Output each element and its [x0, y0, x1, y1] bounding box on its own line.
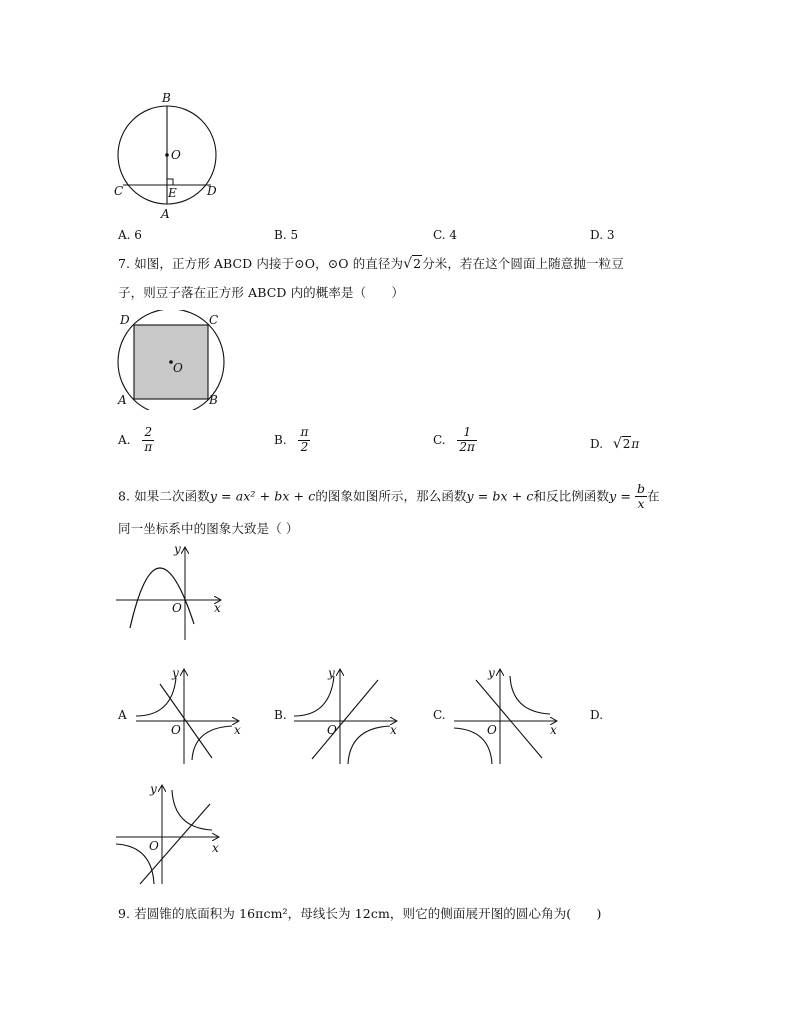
origin-label: O: [487, 723, 497, 737]
q8-option-b-label: B.: [274, 708, 287, 722]
label-D: D: [207, 184, 217, 198]
label-B: B: [162, 91, 171, 105]
label-A: A: [161, 207, 170, 221]
q8-line2: 同一坐标系中的图象大致是（ ）: [118, 521, 299, 536]
q9-text: 9. 若圆锥的底面积为 16πcm²，母线长为 12cm，则它的侧面展开图的圆心角为( ): [118, 906, 602, 921]
parabola-graph: [112, 540, 232, 645]
origin-label: O: [327, 723, 337, 737]
label-B: B: [209, 393, 218, 407]
q6-option-a: A. 6: [118, 228, 142, 242]
q7-line1: 7. 如图，正方形 ABCD 内接于⊙O，⊙O 的直径为√2分米，若在这个圆面上随意抛一粒豆: [118, 256, 624, 272]
axis-y-label: y: [488, 666, 495, 680]
q8-option-d-label: D.: [590, 708, 604, 722]
axis-y-label: y: [150, 782, 157, 796]
origin-label: O: [149, 839, 159, 853]
label-C: C: [114, 184, 124, 198]
axis-x-label: x: [234, 723, 241, 737]
q7-option-a: A. $\frac{2}{\pi}$: [118, 425, 153, 454]
q8-option-d-graph: [112, 780, 227, 888]
q8-option-c-graph: [450, 664, 565, 769]
q8-line1: 8. 如果二次函数y = ax² + bx + c的图象如图所示，那么函数y = bx + c和反比例函数y = $\frac{b}{x}$ 在: [118, 481, 660, 512]
q7-line2: 子，则豆子落在正方形 ABCD 内的概率是（ ）: [118, 285, 404, 300]
q8-option-a-graph: [132, 664, 247, 769]
label-D: D: [120, 313, 130, 327]
q7-option-c: C. $\frac{1}{2\pi}$: [433, 425, 475, 454]
q7-option-d: D. √2π: [590, 436, 640, 452]
axis-x-label: x: [550, 723, 557, 737]
axis-y-label: y: [172, 666, 179, 680]
q8-option-b-graph: [290, 664, 405, 769]
label-E: E: [168, 186, 177, 200]
label-O: O: [173, 361, 183, 375]
label-A: A: [118, 393, 127, 407]
q7-option-b: B. $\frac{\pi}{2}$: [274, 425, 309, 454]
label-O: O: [171, 148, 181, 162]
origin-label: O: [172, 601, 182, 615]
q8-option-c-label: C.: [433, 708, 446, 722]
q8-option-a-label: A: [118, 708, 127, 722]
axis-y-label: y: [174, 542, 181, 556]
label-C: C: [209, 313, 219, 327]
q6-option-c: C. 4: [433, 228, 458, 242]
axis-x-label: x: [214, 601, 221, 615]
axis-y-label: y: [328, 666, 335, 680]
q6-option-b: B. 5: [274, 228, 299, 242]
circle-chord-figure: [110, 88, 230, 222]
origin-label: O: [171, 723, 181, 737]
axis-x-label: x: [390, 723, 397, 737]
q6-option-d: D. 3: [590, 228, 615, 242]
inscribed-square-figure: [112, 310, 234, 410]
axis-x-label: x: [212, 841, 219, 855]
